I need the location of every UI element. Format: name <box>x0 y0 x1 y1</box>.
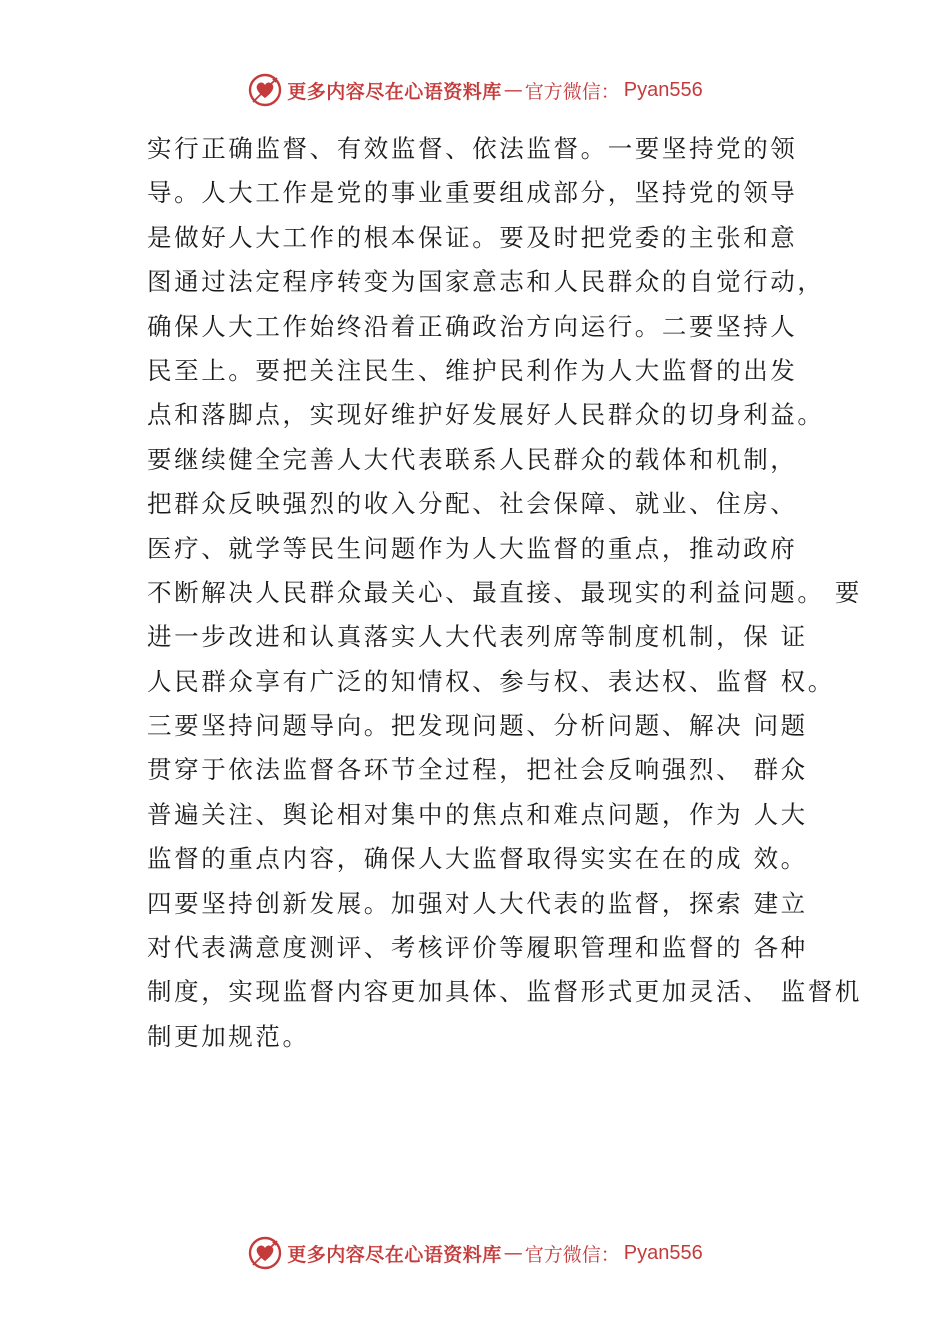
footer-wechat-label: 官方微信： <box>524 1243 620 1266</box>
body-line: 三要坚持问题导向。把发现问题、分析问题、解决 问题 <box>147 711 808 741</box>
footer-banner <box>0 1233 950 1273</box>
body-line: 制度，实现监督内容更加具体、监督形式更加灵活、 监督机 <box>147 977 862 1007</box>
body-line: 制更加规范。 <box>147 1021 310 1051</box>
body-line: 实行正确监督、有效监督、依法监督。一要坚持党的领 <box>147 134 798 163</box>
footer-wechat-id: Pyan556 <box>623 1241 703 1264</box>
body-line: 对代表满意度测评、考核评价等履职管理和监督的 各种 <box>147 933 808 963</box>
heart-arrow-logo-icon <box>247 72 283 108</box>
document-body <box>147 127 862 1059</box>
body-line: 监督的重点内容，确保人大监督取得实实在在的成 效。 <box>147 844 808 874</box>
body-line: 要继续健全完善人大代表联系人民群众的载体和机制， <box>147 444 798 474</box>
body-line: 医疗、就学等民生问题作为人大监督的重点，推动政府 <box>147 533 798 563</box>
body-line: 民至上。要把关注民生、维护民利作为人大监督的出发 <box>147 355 798 385</box>
footer-separator: — <box>503 1242 523 1264</box>
body-line: 普遍关注、舆论相对集中的焦点和难点问题，作为 人大 <box>147 799 808 829</box>
header-wechat-id: Pyan556 <box>623 78 703 101</box>
body-line: 确保人大工作始终沿着正确政治方向运行。二要坚持人 <box>147 311 798 341</box>
heart-arrow-logo-icon <box>247 1235 283 1271</box>
body-line: 图通过法定程序转变为国家意志和人民群众的自觉行动， <box>147 267 825 297</box>
header-wechat-label: 官方微信： <box>524 80 620 103</box>
body-line: 进一步改进和认真落实人大代表列席等制度机制，保 证 <box>147 622 808 652</box>
body-line: 点和落脚点，实现好维护好发展好人民群众的切身利益。 <box>147 400 825 430</box>
header-slogan: 更多内容尽在心语资料库 <box>287 80 502 103</box>
header-separator: — <box>503 79 523 101</box>
body-line: 把群众反映强烈的收入分配、社会保障、就业、住房、 <box>147 489 798 519</box>
body-line: 是做好人大工作的根本保证。要及时把党委的主张和意 <box>147 222 798 252</box>
body-line: 导。人大工作是党的事业重要组成部分，坚持党的领导 <box>147 178 798 208</box>
body-line: 人民群众享有广泛的知情权、参与权、表达权、监督 权。 <box>147 666 835 696</box>
body-line: 贯穿于依法监督各环节全过程，把社会反响强烈、 群众 <box>147 755 808 785</box>
footer-slogan: 更多内容尽在心语资料库 <box>287 1243 502 1266</box>
body-line: 不断解决人民群众最关心、最直接、最现实的利益问题。 要 <box>147 577 862 607</box>
header-banner <box>0 70 950 110</box>
body-line: 四要坚持创新发展。加强对人大代表的监督，探索 建立 <box>147 888 808 918</box>
